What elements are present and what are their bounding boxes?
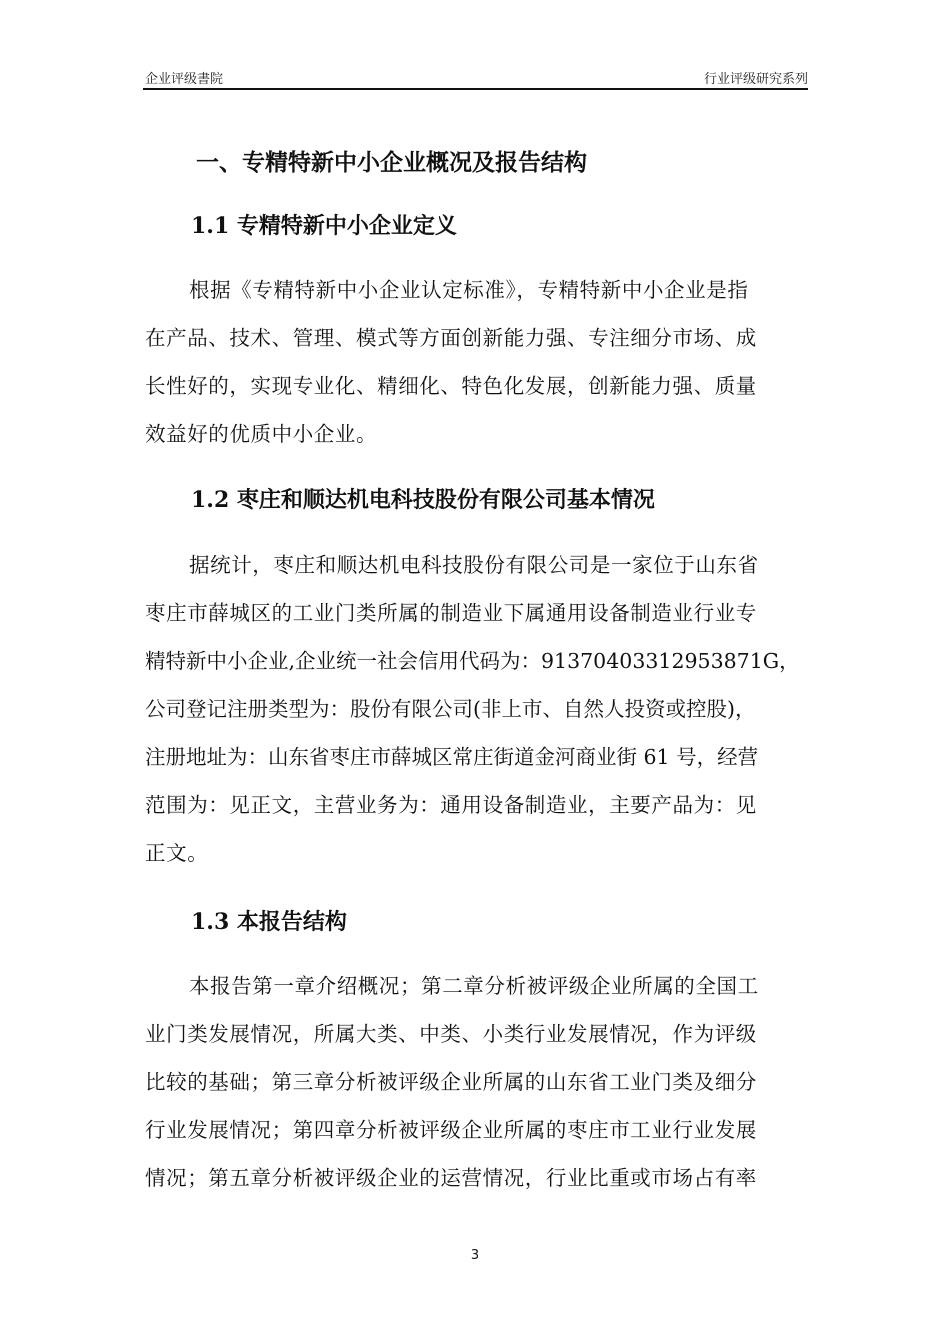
chapter-title: 一、专精特新中小企业概况及报告结构 <box>196 149 587 176</box>
header-left: 企业评级書院 <box>145 72 224 87</box>
header-right: 行业评级研究系列 <box>703 72 808 87</box>
text-line: 长性好的，实现专业化、精细化、特色化发展，创新能力强、质量 <box>145 374 757 398</box>
paragraph-1-3 <box>145 962 810 1202</box>
text-line: 正文。 <box>145 841 209 865</box>
text-line: 比较的基础；第三章分析被评级企业所属的山东省工业门类及细分 <box>145 1070 757 1094</box>
page-number: 3 <box>470 1248 480 1263</box>
text-line: 公司登记注册类型为：股份有限公司(非上市、自然人投资或控股)， <box>145 697 756 721</box>
text-line: 情况；第五章分析被评级企业的运营情况，行业比重或市场占有率 <box>145 1166 757 1190</box>
section-title-1-1: 1.1 专精特新中小企业定义 <box>191 213 457 239</box>
text-line: 范围为：见正文，主营业务为：通用设备制造业，主要产品为：见 <box>145 793 757 817</box>
text-line: 精特新中小企业,企业统一社会信用代码为：91370403312953871G， <box>145 649 800 673</box>
text-line: 据统计，枣庄和顺达机电科技股份有限公司是一家位于山东省 <box>189 553 759 577</box>
text-line: 根据《专精特新中小企业认定标准》，专精特新中小企业是指 <box>189 278 749 302</box>
section-title-1-3: 1.3 本报告结构 <box>191 909 347 935</box>
text-line: 枣庄市薛城区的工业门类所属的制造业下属通用设备制造业行业专 <box>145 601 757 625</box>
text-line: 在产品、技术、管理、模式等方面创新能力强、专注细分市场、成 <box>145 326 757 350</box>
text-line: 行业发展情况；第四章分析被评级企业所属的枣庄市工业行业发展 <box>145 1118 757 1142</box>
text-line: 注册地址为：山东省枣庄市薛城区常庄街道金河商业街 61 号，经营 <box>145 745 759 769</box>
paragraph-1-2 <box>145 541 810 877</box>
text-line: 业门类发展情况，所属大类、中类、小类行业发展情况，作为评级 <box>145 1022 757 1046</box>
header-rule <box>143 88 808 90</box>
text-line: 本报告第一章介绍概况；第二章分析被评级企业所属的全国工 <box>189 974 759 998</box>
paragraph-1-1 <box>145 266 810 458</box>
section-title-1-2: 1.2 枣庄和顺达机电科技股份有限公司基本情况 <box>191 487 655 513</box>
text-line: 效益好的优质中小企业。 <box>145 422 378 446</box>
